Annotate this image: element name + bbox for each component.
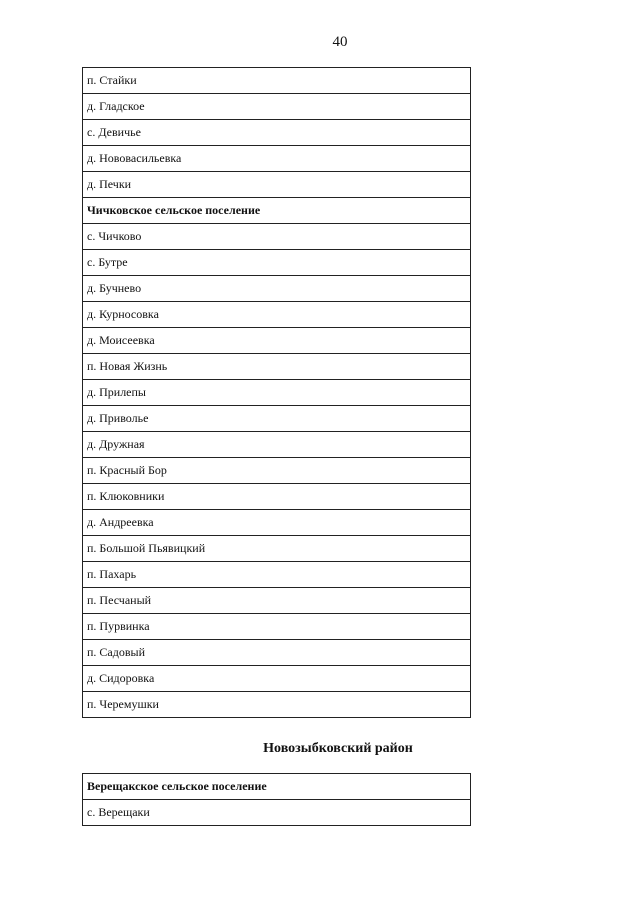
settlement-cell: д. Дружная [83, 432, 471, 458]
settlement-cell: п. Клюковники [83, 484, 471, 510]
table-row [83, 666, 471, 692]
settlement-cell: п. Пурвинка [83, 614, 471, 640]
district-settlements-table-body [83, 774, 471, 826]
table-row [83, 484, 471, 510]
table-row [83, 692, 471, 718]
table-row [83, 120, 471, 146]
settlement-cell: с. Чичково [83, 224, 471, 250]
settlement-cell: п. Садовый [83, 640, 471, 666]
settlement-cell: п. Песчаный [83, 588, 471, 614]
table-row [83, 510, 471, 536]
table-row [83, 432, 471, 458]
table-row [83, 94, 471, 120]
settlement-cell: д. Курносовка [83, 302, 471, 328]
table-row [83, 68, 471, 94]
table-row [83, 250, 471, 276]
table-row [83, 172, 471, 198]
settlement-cell: с. Верещаки [83, 800, 471, 826]
settlement-cell: п. Большой Пьявицкий [83, 536, 471, 562]
settlement-cell: п. Стайки [83, 68, 471, 94]
settlement-cell: п. Красный Бор [83, 458, 471, 484]
table-row [83, 614, 471, 640]
settlement-cell: д. Бучнево [83, 276, 471, 302]
table-row [83, 774, 471, 800]
table-row [83, 536, 471, 562]
table-row [83, 302, 471, 328]
settlement-cell: д. Гладское [83, 94, 471, 120]
settlement-cell: д. Нововасильевка [83, 146, 471, 172]
table-row [83, 562, 471, 588]
settlement-cell: п. Пахарь [83, 562, 471, 588]
settlement-cell: д. Прилепы [83, 380, 471, 406]
settlements-table-body [83, 68, 471, 718]
settlement-cell: п. Новая Жизнь [83, 354, 471, 380]
table-row [83, 328, 471, 354]
settlement-cell: д. Моисеевка [83, 328, 471, 354]
settlement-cell: с. Девичье [83, 120, 471, 146]
section-heading-cell: Чичковское сельское поселение [83, 198, 471, 224]
settlement-cell: д. Приволье [83, 406, 471, 432]
settlement-cell: с. Бутре [83, 250, 471, 276]
table-row [83, 458, 471, 484]
district-settlements-table [82, 773, 471, 826]
table-row [83, 380, 471, 406]
district-heading: Новозыбковский район [263, 741, 413, 756]
table-row [83, 588, 471, 614]
table-row [83, 640, 471, 666]
table-row [83, 198, 471, 224]
settlements-table [82, 67, 471, 718]
table-row [83, 800, 471, 826]
table-row [83, 146, 471, 172]
page-number: 40 [332, 34, 348, 50]
settlement-cell: д. Печки [83, 172, 471, 198]
table-row [83, 276, 471, 302]
settlement-cell: д. Андреевка [83, 510, 471, 536]
table-row [83, 354, 471, 380]
section-heading-cell: Верещакское сельское поселение [83, 774, 471, 800]
settlement-cell: п. Черемушки [83, 692, 471, 718]
table-row [83, 406, 471, 432]
settlement-cell: д. Сидоровка [83, 666, 471, 692]
table-row [83, 224, 471, 250]
